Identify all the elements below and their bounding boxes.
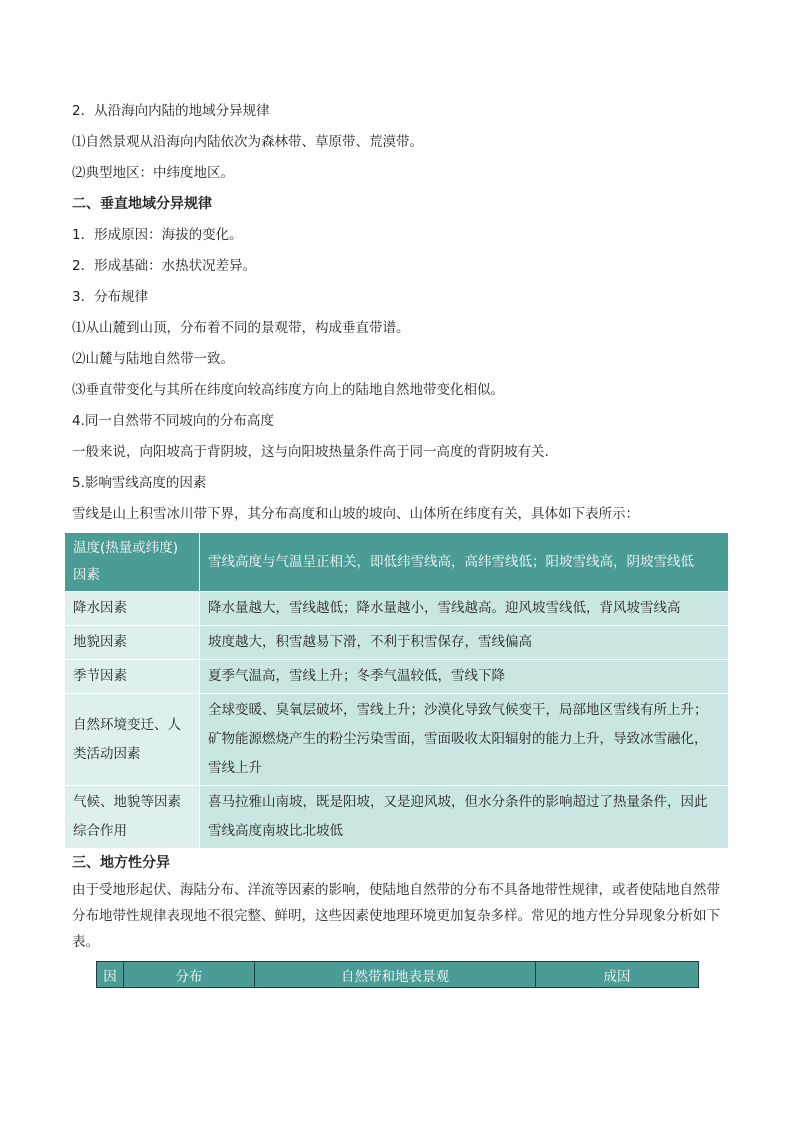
table-row — [65, 626, 729, 660]
description-cell: 夏季气温高，雪线上升；冬季气温较低，雪线下降 — [200, 660, 729, 694]
table-row — [65, 694, 729, 786]
snowline-factors-table — [64, 532, 729, 849]
vertical-item-3-2: ⑵山麓与陆地自然带一致。 — [72, 351, 234, 367]
factor-cell: 降水因素 — [65, 592, 200, 626]
factor-cell: 温度(热量或纬度)因素 — [65, 533, 200, 592]
description-cell: 降水量越大，雪线越低；降水量越小，雪线越高。迎风坡雪线低，背风坡雪线高 — [200, 592, 729, 626]
table-row — [65, 786, 729, 849]
vertical-item-1: 1．形成原因：海拔的变化。 — [72, 227, 243, 243]
header-cell: 因 — [97, 962, 124, 988]
header-cell: 自然带和地表景观 — [255, 962, 536, 988]
table-row — [65, 533, 729, 592]
factor-cell: 气候、地貌等因素综合作用 — [65, 786, 200, 849]
factor-cell: 地貌因素 — [65, 626, 200, 660]
vertical-item-4: 4.同一自然带不同坡向的分布高度 — [72, 413, 274, 429]
vertical-item-3-1: ⑴从山麓到山顶，分布着不同的景观带，构成垂直带谱。 — [72, 320, 410, 336]
description-cell: 雪线高度与气温呈正相关，即低纬雪线高，高纬雪线低；阳坡雪线高，阴坡雪线低 — [200, 533, 729, 592]
table-header-row — [97, 962, 699, 988]
description-cell: 喜马拉雅山南坡，既是阳坡，又是迎风坡，但水分条件的影响超过了热量条件，因此雪线高度南坡比北坡低 — [200, 786, 729, 849]
vertical-item-3-3: ⑶垂直带变化与其所在纬度向较高纬度方向上的陆地自然地带变化相似。 — [72, 382, 504, 398]
vertical-item-5: 5.影响雪线高度的因素 — [72, 475, 207, 491]
vertical-item-2: 2．形成基础：水热状况差异。 — [72, 258, 257, 274]
vertical-item-4-text: 一般来说，向阳坡高于背阴坡，这与向阳坡热量条件高于同一高度的背阴坡有关. — [72, 444, 549, 460]
vertical-item-3: 3．分布规律 — [72, 289, 149, 305]
header-cell: 分布 — [124, 962, 255, 988]
vertical-heading: 二、垂直地域分异规律 — [72, 196, 212, 212]
description-cell: 全球变暖、臭氧层破坏，雪线上升；沙漠化导致气候变干，局部地区雪线有所上升；矿物能源燃烧产生的粉尘污染雪面，雪面吸收太阳辐射的能力上升，导致冰雪融化，雪线上升 — [200, 694, 729, 786]
factor-cell: 季节因素 — [65, 660, 200, 694]
local-paragraph: 由于受地形起伏、海陆分布、洋流等因素的影响，使陆地自然带的分布不具备地带性规律，或者使陆地自然带分布地带性规律表现地不很完整、鲜明，这些因素使地理环境更加复杂多样。常见的地方性分异现象分析如下表。 — [72, 882, 720, 950]
table-row — [65, 660, 729, 694]
description-cell: 坡度越大，积雪越易下滑，不利于积雪保存，雪线偏高 — [200, 626, 729, 660]
header-cell: 成因 — [536, 962, 699, 988]
vertical-item-5-text: 雪线是山上积雪冰川带下界，其分布高度和山坡的坡向、山体所在纬度有关，具体如下表所示： — [72, 506, 639, 522]
intro-line-3: ⑵典型地区：中纬度地区。 — [72, 165, 234, 181]
local-types-table — [96, 961, 699, 988]
table-row — [65, 592, 729, 626]
intro-line-1: 2．从沿海向内陆的地域分异规律 — [72, 103, 270, 119]
intro-line-2: ⑴自然景观从沿海向内陆依次为森林带、草原带、荒漠带。 — [72, 134, 423, 150]
local-heading: 三、地方性分异 — [72, 855, 170, 871]
factor-cell: 自然环境变迁、人类活动因素 — [65, 694, 200, 786]
